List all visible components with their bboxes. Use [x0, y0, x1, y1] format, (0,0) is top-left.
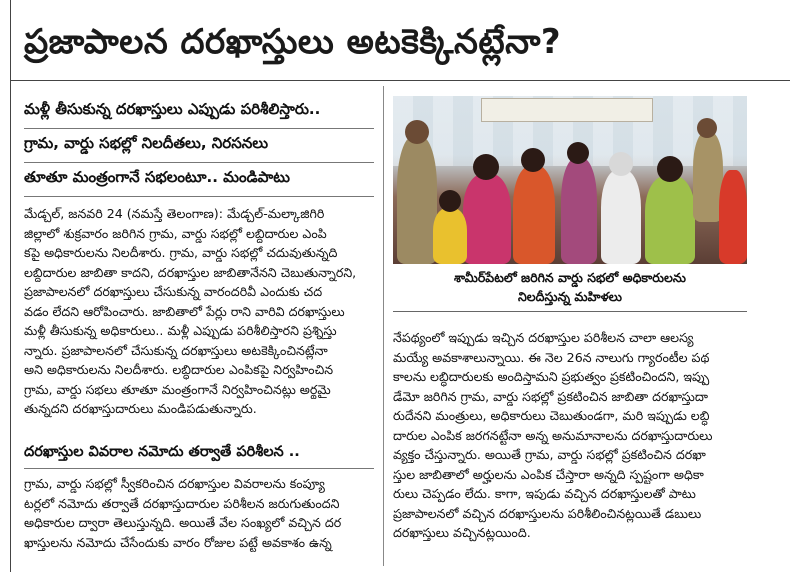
text-line: కాలను లబ్ధిదారులకు అందిస్తామని ప్రభుత్వం ప్రకటించిందని, ఇప్పు [393, 369, 710, 384]
photo-caption-line-2: నిలదీస్తున్న మహిళలు [518, 289, 622, 304]
caption-rule [393, 311, 747, 312]
text-line: లబ్ధిదారుల జాబితా కాదని, దరఖాస్తుల జాబితానేనని చెబుతున్నారని, [24, 264, 357, 280]
subheadline-2: గ్రామ, వార్డు సభల్లో నిలదీతలు, నిరసనలు [24, 134, 269, 152]
headline-rule [10, 80, 790, 81]
text-line: అని అధికారులను నిలదీశారు. లబ్ధిదారుల ఎంపికపై నిర్వహించిన [24, 362, 334, 377]
text-line: రుదేనని మంత్రులు, అధికారులు చెబుతుండగా, మరి ఇప్పుడు లబ్ధి [393, 408, 710, 423]
photo-officer-head [697, 118, 717, 138]
text-line: వ్యక్తం చేస్తున్నారు. అయితే గ్రామ, వార్డు సభల్లో ప్రకటించిన దరఖా [393, 447, 706, 462]
left-paragraph-2 [24, 474, 376, 552]
text-line: జిల్లాలో శుక్రవారం జరిగిన గ్రామ, వార్డు సభల్లో లబ్ధిదారుల ఎంపి [24, 225, 327, 241]
text-line: మేడ్చల్, జనవరి 24 (నమస్తే తెలంగాణ): మేడ్చల్-మల్కాజిగిరి [24, 206, 325, 221]
text-line: నేపథ్యంలో ఇప్పుడు ఇచ్చిన దరఖాస్తుల పరిశీలన చాలా ఆలస్య [393, 330, 694, 345]
photo-person [601, 170, 641, 264]
text-line: స్తుల జాబితాలో అర్హులను ఎంపిక చేస్తారా అన్నది స్పష్టంగా అధికా [393, 466, 704, 482]
photo-person-head [609, 152, 633, 176]
subheadline-rule-2 [24, 162, 374, 163]
text-line: డేమో జరిగిన గ్రామ, వార్డు సభల్లో ప్రకటించిన జాబితా దరఖాస్తుదా [393, 388, 708, 404]
text-line: గ్రామ, వార్డు సభల్లో స్వీకరించిన దరఖాస్తుల వివరాలను కంప్యూ [24, 476, 325, 491]
photo-person-head [657, 156, 683, 182]
photo-banner [481, 98, 653, 122]
text-line: మయ్యే అవకాశాలున్నాయి. ఈ నెల 26న నాలుగు గ్యారంటీల పథ [393, 349, 710, 365]
text-line: కపై అధికారులను నిలదీశారు. గ్రామ, వార్డు సభల్లో చదువుతున్నది [24, 245, 338, 260]
text-line: టర్లలో నమోదు తర్వాతే దరఖాస్తుదారుల పరిశీలన జరుగుతుందని [24, 495, 340, 511]
text-line: దరఖాస్తులు వచ్చినట్లయింది. [393, 525, 531, 540]
text-line: ప్రజాపాలనలో వచ్చిన దరఖాస్తులను పరిశీలించినట్లయితే డబులు [393, 505, 702, 521]
left-paragraph [24, 204, 376, 419]
text-line: గ్రామ, వార్డు సభలు తూతూ మంత్రంగానే నిర్వహించినట్లు అర్థమై [24, 381, 331, 397]
text-line: దారుల ఎంపిక జరగనట్టేనా అన్న అనుమానాలను దరఖాస్తుదారులు [393, 427, 713, 443]
photo-person [513, 166, 555, 264]
text-line: న్నారు. ప్రజాపాలనలో చేసుకున్న దరఖాస్తులు అటకెక్కించినట్లేనా [24, 342, 328, 358]
photo-officer [397, 136, 437, 264]
photo-person [433, 208, 467, 264]
section-heading: దరఖాస్తుల వివరాల నమోదు తర్వాతే పరిశీలన .. [24, 444, 300, 460]
subheadline-1: మళ్లీ తీసుకున్న దరఖాస్తులు ఎప్పుడు పరిశీలిస్తారు.. [24, 100, 321, 118]
text-line: మళ్లీ తీసుకున్న అధికారులు.. మళ్లీ ఎప్పుడు పరిశీలిస్తారని ప్రశ్నిస్తు [24, 323, 337, 338]
text-line: తున్నదని దరఖాస్తుదారులు మండిపడుతున్నారు. [24, 401, 257, 416]
photo-person-head [439, 190, 461, 212]
photo-person-head [567, 142, 589, 164]
photo-person [719, 170, 747, 264]
text-line: ఖాస్తులను నమోదు చేసేందుకు వారం రోజుల పట్టే అవకాశం ఉన్న [24, 534, 332, 550]
subheadline-rule-3 [24, 196, 374, 197]
subheadline-rule-1 [24, 128, 374, 129]
text-line: వడం లేదని ఆరోపించారు. జాబితాలో పేర్లు రాని వారివి దరఖాస్తులు [24, 303, 345, 319]
left-margin-rule [10, 0, 11, 572]
photo-person-head [521, 148, 545, 172]
news-photo [393, 96, 747, 264]
text-line: రులు చెప్పడం లేదు. కాగా, ఇపుడు వచ్చిన దరఖాస్తులతో పాటు [393, 486, 696, 501]
photo-person [561, 158, 597, 264]
section-heading-rule [24, 468, 374, 469]
subheadline-3: తూతూ మంత్రంగానే సభలంటూ.. మండిపాటు [24, 168, 290, 186]
column-divider [383, 86, 384, 566]
photo-person [463, 174, 511, 264]
photo-officer-head [405, 120, 429, 144]
right-paragraph [393, 328, 753, 543]
photo-person-head [473, 154, 499, 180]
photo-person [645, 176, 695, 264]
photo-caption-line-1: శామీర్‌పేటలో జరిగిన వార్డు సభలో అధికారులను [454, 270, 686, 285]
text-line: ప్రజాపాలనలో దరఖాస్తులు చేసుకున్న వారందరివీ ఎందుకు చద [24, 284, 323, 299]
text-line: అధికారుల ద్వారా తెలుస్తున్నది. అయితే వేల సంఖ్యలో వచ్చిన దర [24, 515, 342, 530]
article-headline: ప్రజాపాలన దరఖాస్తులు అటకెక్కినట్లేనా? [24, 22, 562, 62]
